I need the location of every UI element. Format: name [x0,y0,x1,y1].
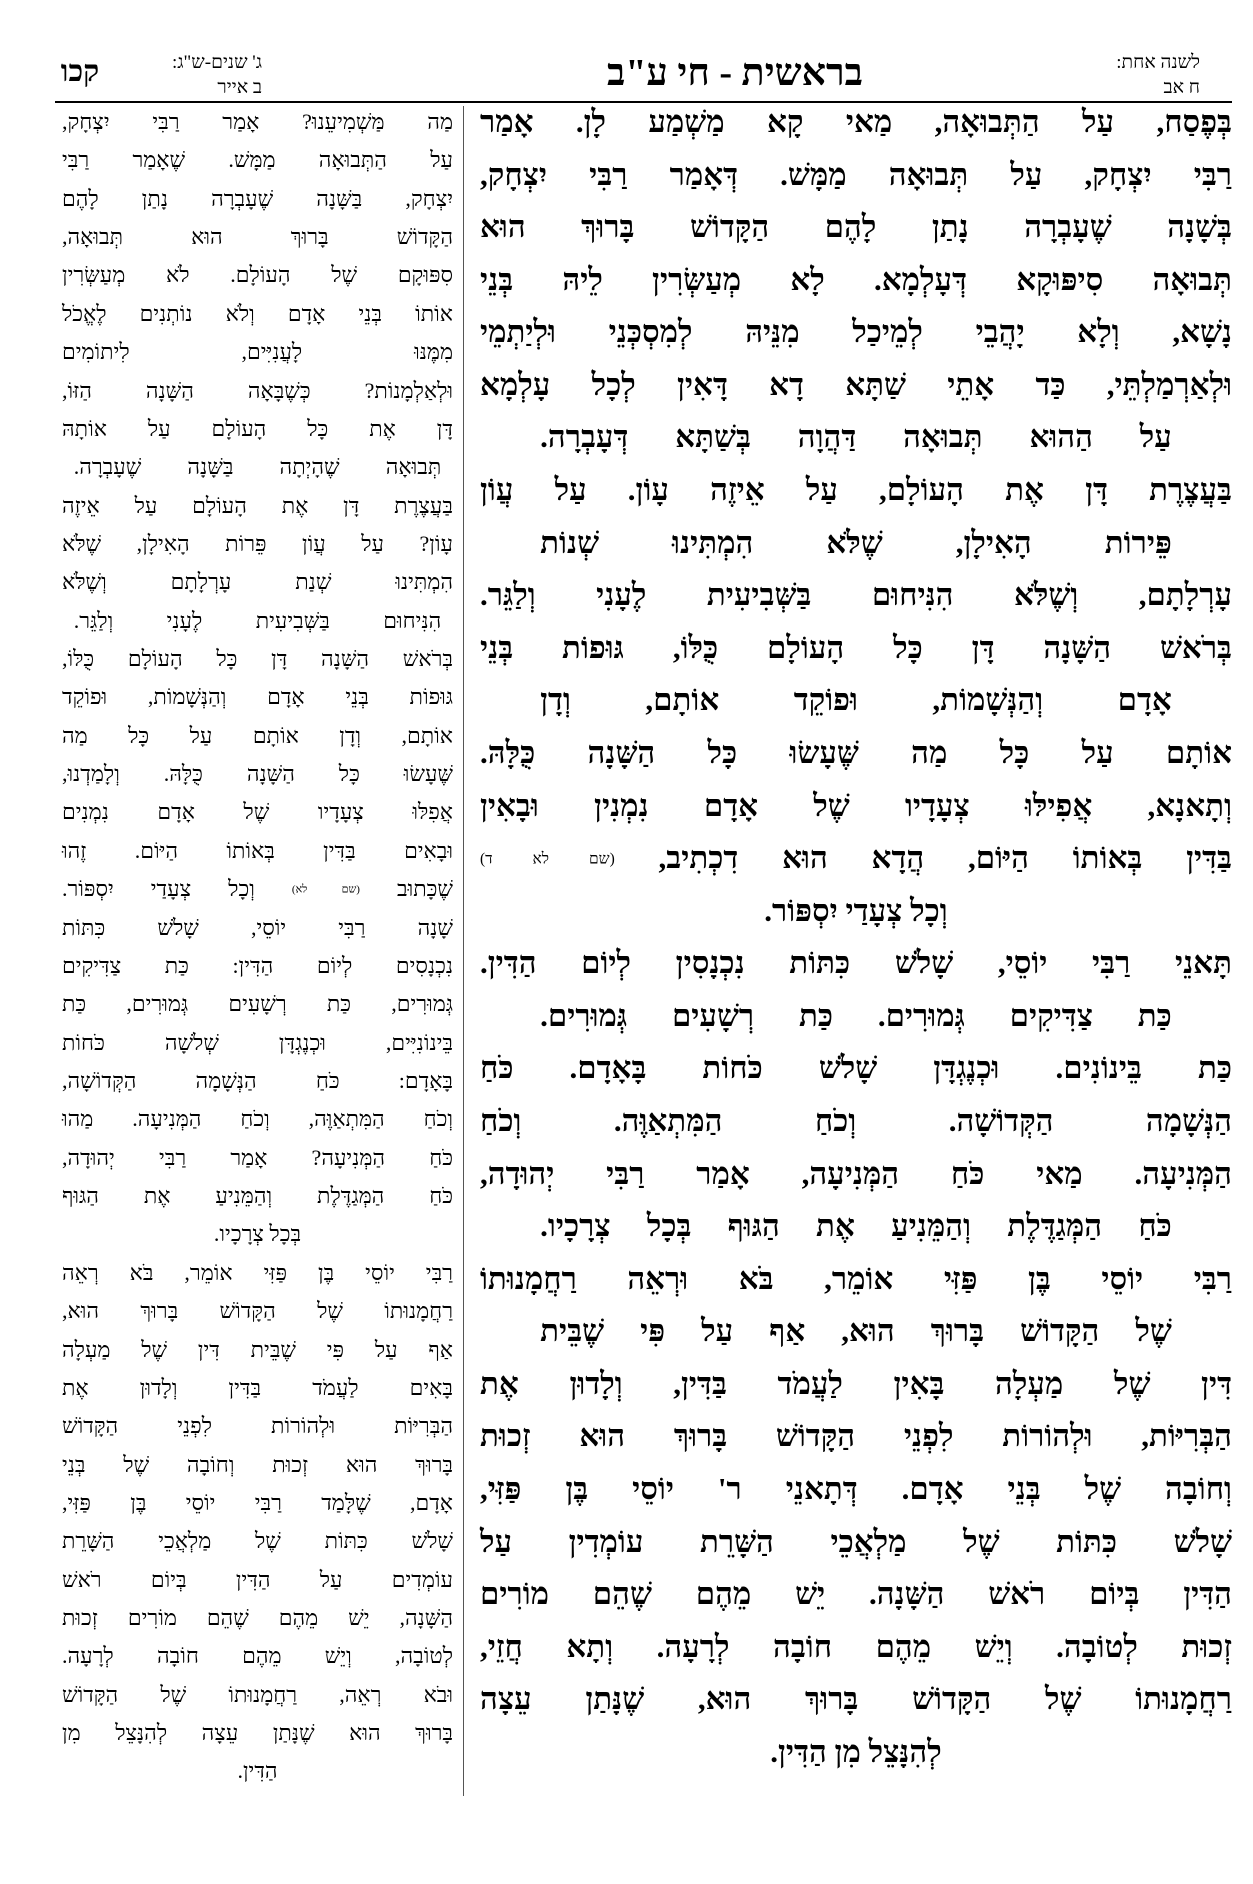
page-number: קכו [60,55,100,88]
translation-line-text: אֲפִלּוּ צְעָדָיו שֶׁל אָדָם נִמְנִים [62,799,453,825]
aramaic-line-text: אוֹתָם עַל כָּל מַה שֶּׁעָשׂוּ כָּל הַשָּׁנָה כֻּלָּהּ. [480,734,1232,770]
translation-line-text: בָּאִים לַעֲמֹד בַּדִּין וְלָדוּן אֶת [62,1374,453,1400]
aramaic-line [480,1621,1232,1674]
translation-line-text: נִכְנָסִים לְיוֹם הַדִּין: כַּת צַדִּיקִים [62,952,453,978]
translation-line [62,1407,453,1445]
translation-line [62,1024,453,1062]
translation-line [62,717,453,755]
aramaic-line-text: תְּבוּאָה סִיפּוּקָא דְּעָלְמָא. לָא מְעַשְּׂרִין לֵיהּ בְּנֵי [480,261,1232,297]
aramaic-line [480,569,1232,622]
aramaic-line-text: שָׁלֹשׁ כִּתּוֹת שֶׁל מַלְאֲכֵי הַשָּׁרֵת עוֹמְדִין עַל [480,1523,1232,1559]
translation-line-text: וְכֹחַ הַמִּתְאַוֶּה, וְכֹחַ הַמְּנִיעָה. מַהוּ [62,1106,453,1132]
translation-line-text: שָׁלֹשׁ כִּתּוֹת שֶׁל מַלְאֲכֵי הַשָּׁרֵת [62,1528,453,1554]
translation-line [62,1139,453,1177]
translation-line-text: כֹּחַ הַמְּנִיעָה? אָמַר רַבִּי יְהוּדָה, [62,1144,453,1170]
translation-line-text: מִמֶּנּוּ לָעֲנִיִּים, לִיתוֹמִים [62,339,453,365]
translation-line-text: בַּעֲצֶרֶת דָּן אֶת הָעוֹלָם עַל אֵיזֶה [62,492,453,518]
aramaic-line-text: בְּפֶסַח, עַל הַתְּבוּאָה, מַאי קָא מַשְׁמַע לָן. אָמַר [480,104,1232,139]
aramaic-line-text: וְתָאנָא, אֲפִילּוּ צְעָדָיו שֶׁל אָדָם נִמְנִין וּבָאִין [480,787,1232,823]
translation-line-text: שֶּׁעָשׂוּ כָּל הַשָּׁנָה כֻּלָּהּ. וְלָמַדְנוּ, [62,761,453,787]
translation-line-text: בָּרוּךְ הוּא שֶׁנָּתַן עֵצָה לְהִנָּצֵל מִן [62,1720,453,1746]
translation-line-text: וּבֹא רְאֵה, רַחֲמָנוּתוֹ שֶׁל הַקָּדוֹשׁ [62,1681,453,1707]
scripture-reference: (שם לא) [291,883,360,896]
aramaic-line [480,674,1232,727]
aramaic-line-text: תָּאנֵי רַבִּי יוֹסֵי, שָׁלֹשׁ כִּתּוֹת נִכְנָסִין לְיוֹם הַדִּין. [480,945,1232,981]
aramaic-line [480,1726,1232,1779]
translation-line-segment: שֶׁכָּתוּב [397,876,453,902]
translation-line-text: בָּרוּךְ הוּא זְכוּת וְחוֹבָה שֶׁל בְּנֵי [62,1451,453,1477]
aramaic-line [480,885,1232,938]
translation-line-text: אָדָם, שֶׁלָּמַד רַבִּי יוֹסֵי בֶּן פַּזִּי, [62,1489,453,1515]
aramaic-line [480,1095,1232,1148]
translation-line-text: לְטוֹבָה, וְיֵשׁ מֵהֶם חוֹבָה לְרָעָה. [62,1643,453,1669]
translation-line-text: שָׁנָה רַבִּי יוֹסֵי, שָׁלֹשׁ כִּתּוֹת [62,914,453,940]
translation-line-text: גְּמוּרִים, כַּת רְשָׁעִים גְּמוּרִים, כַּת [62,991,453,1017]
translation-line-text: מַה מַּשְׁמִיעֵנוּ? אָמַר רַבִּי יִצְחָק, [62,109,453,134]
translation-line [62,1100,453,1138]
translation-line [62,1676,453,1714]
aramaic-line-text: בְּרֹאשׁ הַשָּׁנָה דָּן כָּל הָעוֹלָם כֻּלּוֹ, גּוּפוֹת בְּנֵי [480,629,1232,665]
translation-line-text [62,876,453,901]
aramaic-line [480,1463,1232,1516]
schedule-one-year-label: לשנה אחת: [1116,52,1200,73]
translation-line [62,1254,453,1292]
translation-line-text: הַבְּרִיּוֹת וּלְהוֹרוֹת לִפְנֵי הַקָּדוֹשׁ [62,1413,453,1439]
translation-line [62,1522,453,1560]
translation-line [62,1484,453,1522]
aramaic-line-text: זְכוּת לְטוֹבָה. וְיֵשׁ מֵהֶם חוֹבָה לְרָעָה. וְתָא חֲזֵי, [480,1628,1232,1664]
translation-line [62,1062,453,1100]
translation-line-text: סִפּוּקָם שֶׁל הָעוֹלָם. לֹא מְעַשְּׂרִין [62,262,453,288]
translation-line [62,256,453,294]
scripture-reference: (שם לא ד) [479,850,615,868]
translation-line [62,947,453,985]
translation-line-text: רַבִּי יוֹסֵי בֶּן פַּזִּי אוֹמֵר, בֹּא רְאֵה [62,1259,453,1285]
aramaic-line-text: שֶׁל הַקָּדוֹשׁ בָּרוּךְ הוּא, אַף עַל פִּי שֶׁבֵּית [540,1313,1172,1349]
aramaic-line-text: בַּעֲצֶרֶת דָּן אֶת הָעוֹלָם, עַל אֵיזֶה עָוֹן. עַל עֲוֹן [480,472,1232,508]
translation-line-text: הִמְתִּינוּ שְׁנַת עָרְלָתָם וְשֶׁלֹּא [62,569,453,595]
translation-line-text: בֵּינוֹנִיִּים, וּכְנֶגְדָּן שְׁלֹשָׁה כֹּחוֹת [62,1029,453,1055]
aramaic-line [480,780,1232,833]
aramaic-line-text: הַבְּרִיּוֹת, וּלְהוֹרוֹת לִפְנֵי הַקָּדוֹשׁ בָּרוּךְ הוּא זְכוּת [480,1418,1232,1454]
translation-line-text: גּוּפוֹת בְּנֵי אָדָם וְהַנְּשָׁמוֹת, וּפוֹקֵד [62,684,453,710]
translation-line-text: אַף עַל פִּי שֶׁבֵּית דִּין שֶׁל מַעְלָה [62,1336,453,1362]
aramaic-line [480,1568,1232,1621]
translation-line [62,448,453,486]
aramaic-line [480,1305,1232,1358]
aramaic-line [480,1358,1232,1411]
aramaic-line [480,990,1232,1043]
translation-line [62,1369,453,1407]
aramaic-line [480,517,1232,570]
translation-line [62,985,453,1023]
aramaic-line-text: עַל הַהוּא תְּבוּאָה דַּהֲוָה בְּשַׁתָּא דְּעָבְרָה. [540,419,1172,455]
translation-line-text: כֹּחַ הַמְּגַדֶּלֶת וְהַמֵּנִיעַ אֶת הַגּוּף [62,1183,453,1209]
translation-line [62,141,453,179]
translation-line-text: דָּן אֶת כָּל הָעוֹלָם עַל אוֹתָהּ [62,415,453,441]
translation-line [62,410,453,448]
translation-line [62,180,453,218]
translation-line [62,103,453,141]
translation-line-text: עָוֹן? עַל עֲוֹן פֵּרוֹת הָאִילָן, שֶׁלֹּא [62,530,453,556]
aramaic-line [480,1042,1232,1095]
translation-line-text: אוֹתָם, וְדָן אוֹתָם עַל כָּל מַה [62,722,453,748]
translation-line-text: הַדִּין. [237,1758,278,1784]
translation-line-text: הַשָּׁנָה, יֵשׁ מֵהֶם שֶׁהֵם מוֹרִים זְכוּת [62,1605,453,1631]
aramaic-line-text: לְהִנָּצֵל מִן הַדִּין. [770,1733,942,1769]
translation-line-text: וּלְאַלְמָנוֹת? כְּשֶׁבָּאָה הַשָּׁנָה הַזּוֹ, [62,377,453,403]
aramaic-line [480,96,1232,149]
aramaic-line-text: רַחֲמָנוּתוֹ שֶׁל הַקָּדוֹשׁ בָּרוּךְ הוּא, שֶׁנָּתַן עֵצָה [480,1681,1232,1717]
aramaic-line-text [480,840,1232,875]
aramaic-line [480,306,1232,359]
translation-line [62,755,453,793]
aramaic-line-text: כַּת בֵּינוֹנִים. וּכְנֶגְדָּן שָׁלֹשׁ כֹּחוֹת בָּאָדָם. כֹּחַ [480,1050,1232,1086]
aramaic-line [480,1200,1232,1253]
translation-line [62,563,453,601]
translation-line-text: בָּאָדָם: כֹּחַ הַנְּשָׁמָה הַקְּדוֹשָׁה, [62,1067,453,1093]
aramaic-line-text: וְכָל צְעָדַי יִסְפּוֹר. [764,892,948,928]
translation-line [62,1637,453,1675]
aramaic-line-text: רַבִּי יוֹסֵי בֶּן פַּזִּי אוֹמֵר, בֹּא וּרְאֵה רַחֲמָנוּתוֹ [480,1260,1232,1296]
translation-line [62,295,453,333]
translation-line [62,1215,453,1253]
running-title: בראשית - חי ע"ב [607,52,863,94]
aramaic-line [480,622,1232,675]
aramaic-line [480,1410,1232,1463]
translation-line [62,1177,453,1215]
translation-line [62,525,453,563]
aramaic-line-text: דִּין שֶׁל מַעְלָה בָּאִין לַעֲמֹד בַּדִּין, וְלָדוּן אֶת [480,1365,1232,1401]
translation-line-text: תְּבוּאָה שֶׁהָיְתָה בַּשָּׁנָה שֶׁעָבְרָה. [73,454,442,480]
translation-line [62,487,453,525]
aramaic-line [480,832,1232,885]
aramaic-line [480,1148,1232,1201]
aramaic-line-text: וְחוֹבָה שֶׁל בְּנֵי אָדָם. דְּתָאנֵי ר' יוֹסֵי בֶּן פַּזִּי, [480,1471,1232,1507]
aramaic-line-segment: בַּדִּין בְּאוֹתוֹ הַיּוֹם, הֲדָא הוּא דִכְתִיב, [658,840,1232,876]
aramaic-line-text: הַמְּנִיעָה. מַאי כֹּחַ הַמְּנִיעָה, אָמַר רַבִּי יְהוּדָה, [480,1155,1232,1191]
translation-line [62,1331,453,1369]
aramaic-line-text: כֹּחַ הַמְּגַדֶּלֶת וְהַמֵּנִיעַ אֶת הַגּוּף בְּכָל צְרָכָיו. [540,1208,1172,1244]
translation-line [62,640,453,678]
study-schedule-one-year [1060,50,1200,100]
translation-line [62,832,453,870]
aramaic-line-text: הַדִּין בְּיוֹם רֹאשׁ הַשָּׁנָה. יֵשׁ מֵהֶם שֶׁהֵם מוֹרִים [480,1576,1232,1612]
translation-line-text: וּבָאִים בַּדִּין בְּאוֹתוֹ הַיּוֹם. זֶהוּ [62,837,453,863]
aramaic-line [480,149,1232,202]
translation-line-text: בְּרֹאשׁ הַשָּׁנָה דָּן כָּל הָעוֹלָם כֻּלּוֹ, [62,646,453,672]
aramaic-line-text: וּלְאַרְמַלְתֵּי, כַּד אָתֵי שַׁתָּא דָא דָּאִין לְכָל עָלְמָא [480,366,1232,402]
translation-line [62,218,453,256]
aramaic-line [480,254,1232,307]
aramaic-line-text: נָשָׁא, וְלָא יָהֲבֵי לְמֵיכַל מִנֵּיהּ לְמִסְכְּנֵי וּלְיַתְמֵי [480,314,1232,350]
aramaic-line [480,1253,1232,1306]
translation-line [62,1561,453,1599]
translation-line-segment: וְכָל צְעָדַי יִסְפּוֹר. [61,876,255,902]
translation-line-text: עוֹמְדִים עַל הַדִּין בְּיוֹם רֹאשׁ [62,1566,453,1592]
aramaic-line-text: עָרְלָתָם, וְשֶׁלֹּא הִנִּיחוּם בַּשְּׁבִיעִית לֶעָנִי וְלַגֵּר. [480,577,1232,613]
translation-line [62,1599,453,1637]
aramaic-line [480,464,1232,517]
aramaic-zohar-column [480,96,1232,1779]
schedule-one-year-date: ח אב [1163,77,1200,98]
aramaic-line-text: הַנְּשָׁמָה הַקְּדוֹשָׁה. וְכֹחַ הַמִּתְאַוֶּה. וְכֹחַ [480,1102,1232,1138]
aramaic-line-text: כַּת צַדִּיקִים גְּמוּרִים. כַּת רְשָׁעִים גְּמוּרִים. [540,997,1172,1033]
aramaic-line-text: רַבִּי יִצְחָק, עַל תְּבוּאָה מַמָּשׁ. דְּאָמַר רַבִּי יִצְחָק, [480,156,1232,192]
translation-line-text: הַקָּדוֹשׁ בָּרוּךְ הוּא תְּבוּאָה, [62,224,453,250]
translation-line [62,909,453,947]
translation-line [62,1714,453,1752]
translation-line [62,678,453,716]
translation-line [62,333,453,371]
column-divider [463,106,464,1796]
translation-line [62,602,453,640]
translation-line-text: הִנִּיחוּם בַּשְּׁבִיעִית לֶעָנִי וְלַגֵּר. [73,607,442,633]
aramaic-line [480,1673,1232,1726]
aramaic-line [480,937,1232,990]
translation-line [62,1446,453,1484]
schedule-three-years-date: ב אייר [217,77,262,98]
aramaic-line [480,359,1232,412]
translation-line-text: יִצְחָק, בַּשָּׁנָה שֶׁעָבְרָה נָתַן לָהֶם [62,185,453,211]
translation-line-text: עַל הַתְּבוּאָה מַמָּשׁ. שֶׁאָמַר רַבִּי [62,147,453,173]
aramaic-line [480,727,1232,780]
aramaic-line-text: אָדָם וְהַנְּשָׁמוֹת, וּפוֹקֵד אוֹתָם, וְדָן [540,682,1172,718]
translation-line [62,1752,453,1790]
aramaic-line [480,411,1232,464]
translation-line [62,870,453,908]
aramaic-line-text: פֵּירוֹת הָאִילָן, שֶׁלֹּא הִמְתִּינוּ שְׁנוֹת [540,524,1172,560]
translation-line [62,372,453,410]
aramaic-line [480,201,1232,254]
translation-line [62,1292,453,1330]
schedule-three-years-label: ג' שנים-ש"ג: [172,52,262,73]
aramaic-line [480,1516,1232,1569]
hebrew-translation-column [62,103,453,1791]
study-schedule-three-years [120,50,262,100]
translation-line-text: אוֹתוֹ בְּנֵי אָדָם וְלֹא נוֹתְנִים לֶאֱכֹל [62,300,453,326]
translation-line-text: רַחֲמָנוּתוֹ שֶׁל הַקָּדוֹשׁ בָּרוּךְ הוּא, [62,1298,453,1324]
aramaic-line-text: בְּשָׁנָה שֶׁעָבְרָה נָתַן לָהֶם הַקָּדוֹשׁ בָּרוּךְ הוּא [480,209,1232,245]
translation-line-text: בְּכָל צְרָכָיו. [213,1221,302,1247]
translation-line [62,793,453,831]
